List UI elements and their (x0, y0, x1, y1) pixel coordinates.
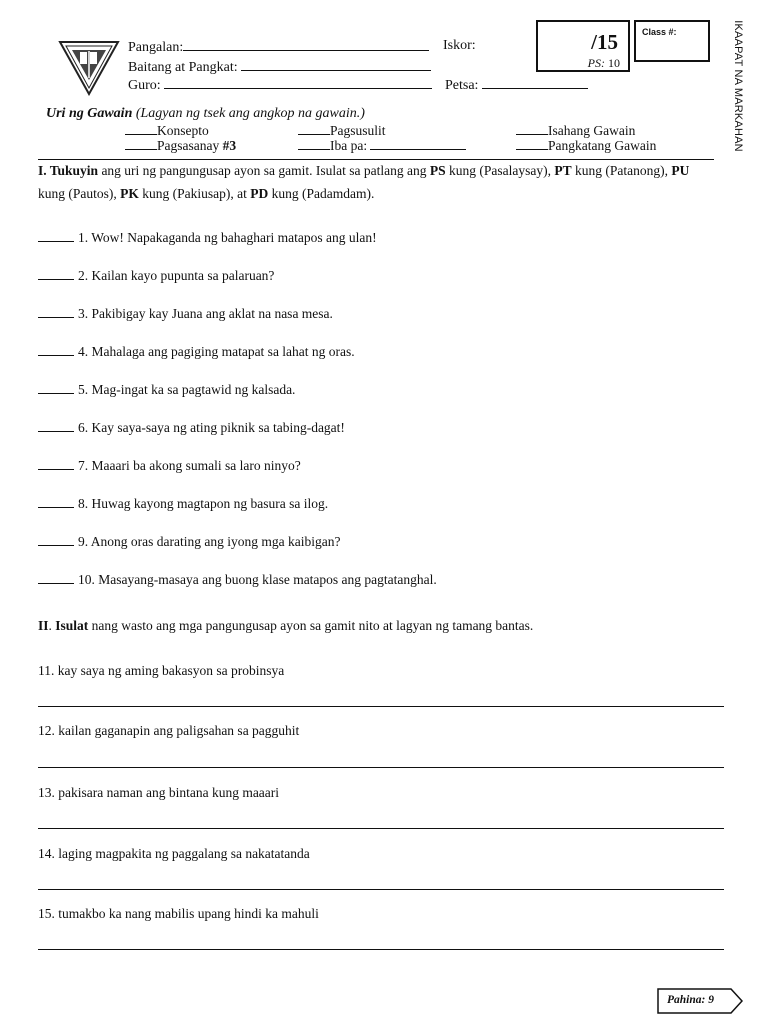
list-item[interactable]: 3. Pakibigay kay Juana ang aklat na nasa mesa. (38, 306, 333, 322)
school-logo (58, 38, 120, 96)
list-item[interactable]: 1. Wow! Napakaganda ng bahaghari matapos ang ulan! (38, 230, 377, 246)
list-item[interactable]: 4. Mahalaga ang pagiging matapat sa lahat ng oras. (38, 344, 355, 360)
date-field[interactable] (445, 76, 588, 94)
score-field-label: Iskor: (443, 38, 476, 53)
part2-instruction (38, 614, 718, 637)
page-number: Pahina: 9 (667, 994, 714, 1006)
class-number-box[interactable] (634, 20, 710, 62)
grade-label: Baitang at Pangkat: (128, 60, 238, 75)
list-item[interactable]: 7. Maaari ba akong sumali sa laro ninyo? (38, 458, 301, 474)
list-item[interactable]: 5. Mag-ingat ka sa pagtawid ng kalsada. (38, 382, 295, 398)
list-item[interactable]: 6. Kay saya-saya ng ating piknik sa tabing-dagat! (38, 420, 345, 436)
quarter-label: IKAAPAT NA MARKAHAN (732, 20, 744, 152)
answer-line[interactable] (38, 828, 724, 829)
list-item[interactable]: 9. Anong oras darating ang iyong mga kaibigan? (38, 534, 340, 550)
teacher-field[interactable] (128, 76, 432, 94)
score-total: /15 (591, 30, 618, 54)
option-pagsasanay[interactable]: Pagsasanay #3 (125, 138, 236, 154)
option-pagsusulit[interactable]: Pagsusulit (298, 123, 386, 139)
option-isahang-gawain[interactable]: Isahang Gawain (516, 123, 635, 139)
class-number-label: Class #: (642, 27, 677, 37)
date-label: Petsa: (445, 78, 479, 93)
list-item: 12. kailan gaganapin ang paligsahan sa pagguhit (38, 723, 300, 738)
name-label: Pangalan: (128, 40, 184, 55)
part2-instruction-text: II. Isulat nang wasto ang mga pangungusap ayon sa gamit nito at lagyan ng tamang bantas. (38, 618, 534, 633)
list-item[interactable]: 10. Masayang-masaya ang buong klase matapos ang pagtatanghal. (38, 572, 437, 588)
list-item: 13. pakisara naman ang bintana kung maaari (38, 785, 280, 800)
quarter-side-tab (728, 12, 748, 160)
passing-score: PS: 10 (587, 56, 620, 70)
option-pangkatang-gawain[interactable]: Pangkatang Gawain (516, 138, 656, 154)
answer-line[interactable] (38, 889, 724, 890)
part1-instruction (38, 159, 718, 205)
score-box (536, 20, 630, 72)
name-field[interactable] (128, 38, 429, 56)
grade-field[interactable] (128, 58, 431, 76)
answer-line[interactable] (38, 949, 724, 950)
answer-line[interactable] (38, 767, 724, 768)
page-number-tag (657, 988, 743, 1014)
list-item: 11. kay saya ng aming bakasyon sa probinsya (38, 663, 285, 678)
part1-instruction-text: I. Tukuyin ang uri ng pangungusap ayon sa gamit. Isulat sa patlang ang PS kung (Pasalaysay), PT kung (Patanong), PU kung (Pautos), PK kung (Pakiusap), at PD kung (Padamdam). (38, 163, 690, 201)
list-item[interactable]: 2. Kailan kayo pupunta sa palaruan? (38, 268, 274, 284)
list-item[interactable]: 8. Huwag kayong magtapon ng basura sa ilog. (38, 496, 328, 512)
teacher-label: Guro: (128, 78, 161, 93)
option-iba-pa[interactable]: Iba pa: (298, 138, 466, 154)
list-item: 15. tumakbo ka nang mabilis upang hindi ka mahuli (38, 906, 319, 921)
list-item: 14. laging magpakita ng paggalang sa nakatatanda (38, 846, 310, 861)
option-konsepto[interactable]: Konsepto (125, 123, 209, 139)
activity-type-heading: Uri ng Gawain (Lagyan ng tsek ang angkop na gawain.) (46, 106, 365, 121)
answer-line[interactable] (38, 706, 724, 707)
